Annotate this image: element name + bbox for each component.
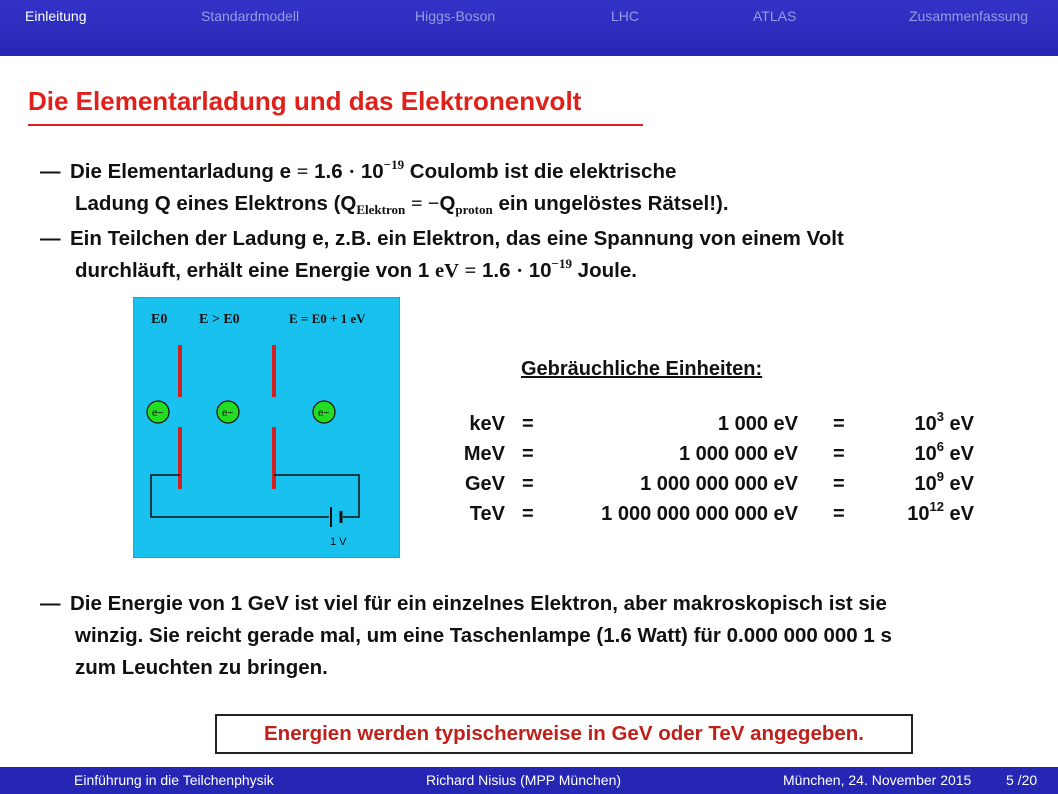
svg-text:e−: e− (318, 408, 330, 419)
bullet3-line1: Die Energie von 1 GeV ist viel für ein einzelnes Elektron, aber makroskopisch ist sie (70, 592, 887, 615)
title-underline (28, 124, 643, 126)
units-heading: Gebräuchliche Einheiten: (521, 358, 763, 380)
units-row-gev: GeV = 1 000 000 000 eV = $10^9$ eV (464, 469, 974, 495)
highlight-text: Energien werden typischerweise in GeV oder TeV angegeben. (264, 722, 864, 745)
electron-3 (313, 401, 335, 423)
units-row-kev: keV = 1 000 eV = $10^3$ eV (469, 409, 974, 435)
svg-text:e−: e− (222, 408, 234, 419)
bullet3-line3: zum Leuchten zu bringen. (75, 656, 328, 679)
units-row-tev: TeV = 1 000 000 000 000 eV = $10^{12}$ eV (469, 499, 974, 525)
slide-title: Die Elementarladung und das Elektronenvolt (28, 86, 582, 116)
label-e0: E0 (151, 312, 168, 327)
bullet3-line2: winzig. Sie reicht gerade mal, um eine Taschenlampe (1.6 Watt) für 0.000 000 000 1 s (75, 624, 892, 647)
bullet1-line2: Ladung Q eines Elektrons ($Q_{Elektron} = -Q_{proton}$ ein ungelöstes Rätsel!). (75, 192, 729, 217)
battery-label: 1 V (330, 536, 347, 548)
plate-2-bottom (272, 427, 276, 489)
highlight-box (215, 714, 913, 754)
nav-item-higgs-boson[interactable]: Higgs-Boson (415, 8, 496, 24)
nav-item-zusammenfassung[interactable]: Zusammenfassung (909, 8, 1029, 24)
units-row-mev: MeV = 1 000 000 eV = $10^6$ eV (463, 439, 974, 465)
plate-2-top (272, 345, 276, 397)
bullet1-line1: Die Elementarladung $e = 1.6 \cdot 10^{-19}$ Coulomb ist die elektrische (70, 157, 677, 183)
electron-acceleration-diagram (133, 297, 400, 558)
bullet-dash: — (40, 592, 61, 615)
label-e-final: E = E0 + 1 eV (289, 311, 366, 326)
bullet2-line1: Ein Teilchen der Ladung e, z.B. ein Elektron, das eine Spannung von einem Volt (70, 227, 844, 250)
nav-item-standardmodell[interactable]: Standardmodell (201, 8, 300, 24)
electron-1 (147, 401, 169, 423)
top-navigation (0, 0, 1058, 56)
nav-item-einleitung[interactable]: Einleitung (25, 8, 87, 24)
nav-item-lhc[interactable]: LHC (611, 8, 640, 24)
plate-1-bottom (178, 427, 182, 489)
footer-course-title: Einführung in die Teilchenphysik (74, 772, 274, 788)
svg-text:e−: e− (152, 408, 164, 419)
nav-item-atlas[interactable]: ATLAS (753, 8, 797, 24)
footer-author: Richard Nisius (MPP München) (426, 772, 622, 788)
electron-2 (217, 401, 239, 423)
label-e-greater: E > E0 (199, 312, 240, 327)
bullet2-line2: durchläuft, erhält eine Energie von 1 eV = $1.6 \cdot 10^{-19}$ Joule. (75, 256, 637, 282)
bullet-dash: — (40, 160, 61, 183)
diagram-background (133, 297, 400, 558)
plate-1-top (178, 345, 182, 397)
bullet-dash: — (40, 227, 61, 250)
footer-page-number: 5 /20 (1006, 772, 1038, 788)
footer-bar (0, 767, 1058, 794)
footer-date: München, 24. November 2015 (783, 772, 972, 788)
